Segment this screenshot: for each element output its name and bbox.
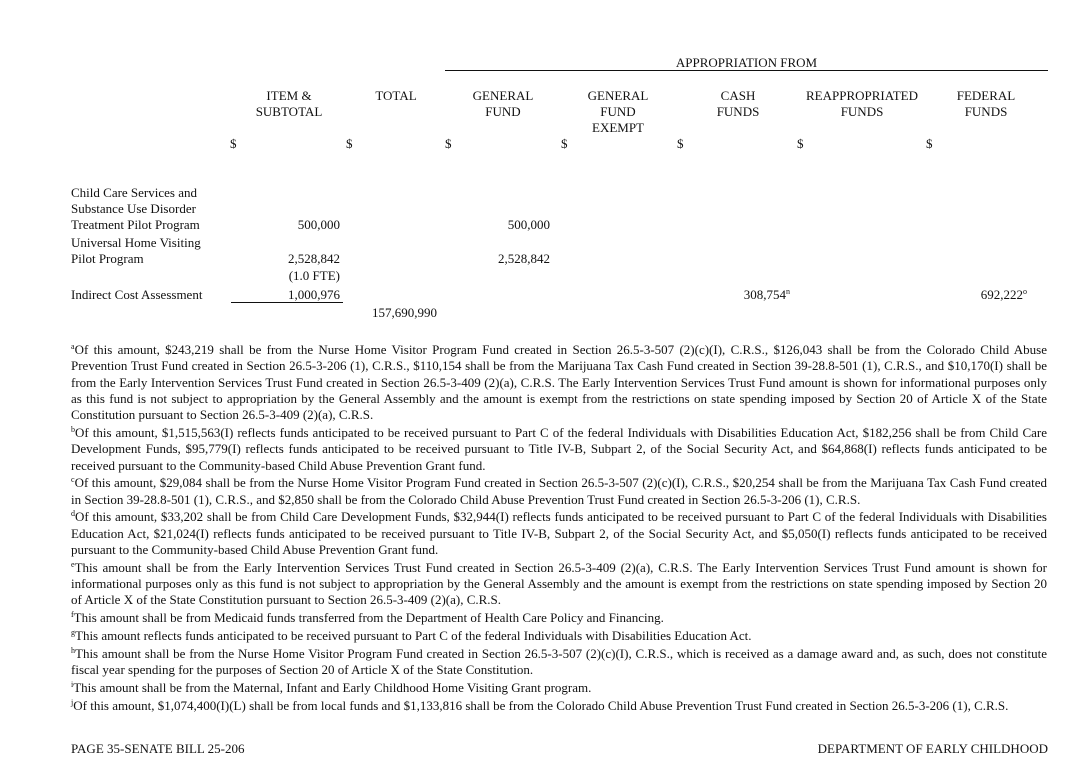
footnote-marker: f <box>71 610 74 620</box>
line-item-label-home-visiting: Universal Home Visiting Pilot Program <box>71 235 201 266</box>
appropriation-rule <box>445 70 1048 71</box>
footnote-marker: h <box>71 645 75 655</box>
subtotal-rule <box>231 302 343 303</box>
col-header-total: TOTAL <box>375 88 417 103</box>
footnote: $^j$Of this amount, $1,074,400(I)(L) shall be from local funds and $1,133,816 shall be from the Colorado Child Abuse Prevention Trust Fund created in Section 26.5-3-206 (1), C.R.S. <box>71 697 1009 713</box>
footnote-marker: a <box>71 342 75 351</box>
line-item-label-child-care: Child Care Services and Substance Use Disorder Treatment Pilot Program <box>71 185 200 232</box>
footnote-marker: g <box>71 628 75 638</box>
col-header-general-fund: GENERAL FUND <box>472 88 534 119</box>
page-footer-left: PAGE 35-SENATE BILL 25-206 <box>71 741 245 756</box>
footnote: $^i$This amount shall be from the Maternal, Infant and Early Childhood Home Visiting Grant program. <box>71 679 592 695</box>
dollar-sign: $ <box>677 136 684 151</box>
footnote: $^g$This amount reflects funds anticipated to be received pursuant to Part C of the federal Individuals with Disabilities Education Act. <box>71 628 752 644</box>
footnote-marker: j <box>71 697 74 707</box>
col-header-item-subtotal: ITEM & SUBTOTAL <box>255 88 323 119</box>
footnote-marker: i <box>71 679 74 689</box>
federal-funds-value: 692,222$^o$ <box>980 287 1027 302</box>
col-header-reappropriated-funds: REAPPROPRIATED FUNDS <box>806 88 918 119</box>
fte-value: (1.0 FTE) <box>288 268 340 283</box>
footnote: $^h$This amount shall be from the Nurse Home Visitor Program Fund created in Section 26.5-3-507 (2)(c)(I), C.R.S., which is received as a damage award and, as such, does not constitute fiscal year spending for the purposes of Section 20 of Article X of the State Constitution. <box>71 645 1047 678</box>
general-fund-value: 500,000 <box>507 217 550 232</box>
footnote: $^b$Of this amount, $1,515,563(I) reflects funds anticipated to be received pursuant to Part C of the federal Individuals with Disabilities Education Act, $182,256 shall be from Child Care Development Funds, $95,779(I) reflects funds anticipated to be received pursuant to Title IV-B, Subpart 2, of the Social Security Act, and $64,868(I) reflects funds anticipated to be received pursuant to the Community-based Child Abuse Prevention Grant fund. <box>71 424 1047 473</box>
item-subtotal-value: 2,528,842 <box>288 251 340 266</box>
general-fund-value: 2,528,842 <box>498 251 550 266</box>
footnote-marker: o <box>1023 287 1027 296</box>
footnotes <box>71 342 1047 716</box>
appropriation-from-heading: APPROPRIATION FROM <box>675 55 818 70</box>
line-item-label-indirect-cost: Indirect Cost Assessment <box>71 287 203 302</box>
footnote: $^e$This amount shall be from the Early Intervention Services Trust Fund created in Section 26.5-3-409 (2)(a), C.R.S. The Early Intervention Services Trust Fund amount is shown for informational purposes only as this fund is not subject to appropriation by the General Assembly and the amount is exempt from the restrictions on state spending imposed by Section 20 of Article X of the State Constitution pursuant to Section 26.5-3-409 (2)(a), C.R.S. <box>71 559 1047 608</box>
dollar-sign: $ <box>561 136 568 151</box>
footnote-marker: c <box>71 475 75 485</box>
dollar-sign: $ <box>445 136 452 151</box>
footnote-marker: n <box>786 287 790 296</box>
item-subtotal-value: 1,000,976 <box>288 287 340 302</box>
footnote: $^c$Of this amount, $29,084 shall be from the Nurse Home Visitor Program Fund created in Section 26.5-3-507 (2)(c)(I), C.R.S., $20,254 shall be from the Marijuana Tax Cash Fund created in Section 39-28.8-501 (1), C.R.S., and $2,850 shall be from the Colorado Child Abuse Prevention Trust Fund created in Section 26.5-3-206 (1), C.R.S. <box>71 475 1047 507</box>
dollar-sign: $ <box>346 136 353 151</box>
footnote-marker: e <box>71 559 75 569</box>
footnote-marker: b <box>71 424 75 434</box>
footnote: $^a$Of this amount, $243,219 shall be from the Nurse Home Visitor Program Fund created in Section 26.5-3-507 (2)(c)(I), C.R.S., $126,043 shall be from the Colorado Child Abuse Prevention Trust Fund created in Section 26.5-3-206 (1), C.R.S., $110,154 shall be from the Marijuana Tax Cash Fund created in Section 39-28.8-501 (1), C.R.S., and $10,170(I) shall be from the Early Intervention Services Trust Fund created in Section 26.5-3-409 (2)(a), C.R.S. The Early Intervention Services Trust Fund amount is shown for informational purposes only as this fund is not subject to appropriation by the General Assembly and the amount is exempt from the restrictions on state spending imposed by Section 20 of Article X of the State Constitution pursuant to Section 26.5-3-409 (2)(a), C.R.S. <box>71 342 1047 423</box>
cash-funds-value: 308,754$^n$ <box>743 287 790 302</box>
col-header-general-fund-exempt: GENERAL FUND EXEMPT <box>587 88 649 135</box>
col-header-cash-funds: CASH FUNDS <box>716 88 760 119</box>
page-footer-right: DEPARTMENT OF EARLY CHILDHOOD <box>817 741 1048 756</box>
footnote: $^f$This amount shall be from Medicaid funds transferred from the Department of Health Care Policy and Financing. <box>71 610 664 626</box>
dollar-sign: $ <box>926 136 933 151</box>
item-subtotal-value: 500,000 <box>297 217 340 232</box>
footnote-marker: d <box>71 509 75 519</box>
footnote: $^d$Of this amount, $33,202 shall be from Child Care Development Funds, $32,944(I) reflects funds anticipated to be received pursuant to Part C of the federal Individuals with Disabilities Education Act, $21,024(I) reflects funds anticipated to be received pursuant to Title IV-B, Subpart 2, of the Social Security Act, and $5,050(I) reflects funds anticipated to be received pursuant to the Community-based Child Abuse Prevention Grant fund. <box>71 509 1047 558</box>
dollar-sign: $ <box>230 136 237 151</box>
col-header-federal-funds: FEDERAL FUNDS <box>956 88 1016 119</box>
dollar-sign: $ <box>797 136 804 151</box>
total-value: 157,690,990 <box>372 305 437 320</box>
